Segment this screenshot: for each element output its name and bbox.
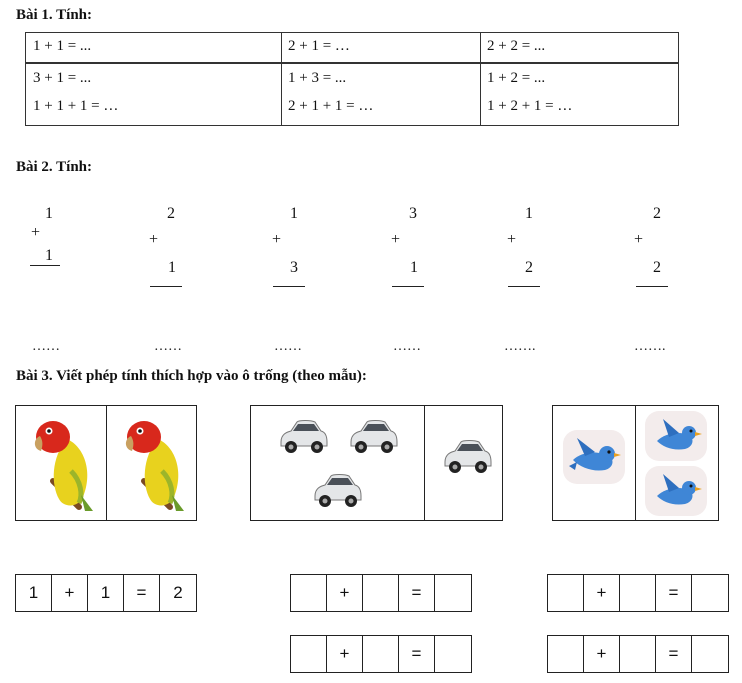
frame-divider — [424, 406, 425, 520]
eq-input-box[interactable] — [620, 575, 656, 611]
eq-input-box[interactable] — [548, 575, 584, 611]
car-icon — [277, 416, 329, 456]
bai1-cell: 2 + 2 = ... — [487, 38, 546, 54]
picture-frame-birds — [552, 405, 719, 521]
blue-bird-icon — [645, 411, 707, 461]
example-equation — [15, 574, 197, 612]
answer-blank: …… — [393, 339, 421, 354]
eq-input-box[interactable] — [291, 575, 327, 611]
answer-blank: …… — [154, 339, 182, 354]
addend-bottom: 1 — [410, 259, 418, 276]
bai1-cell: 2 + 1 + 1 = … — [288, 98, 374, 114]
eq-operator-box: + — [327, 575, 363, 611]
plus-sign: + — [149, 231, 159, 248]
frame-divider — [106, 406, 107, 520]
picture-frame-parrots — [15, 405, 197, 521]
bai1-table — [25, 32, 679, 126]
bai1-cell: 1 + 3 = ... — [288, 70, 347, 86]
addend-bottom: 3 — [290, 259, 298, 276]
addend-top: 1 — [290, 205, 298, 222]
bai1-table-row-1 — [26, 33, 678, 64]
eq-equals-box: = — [656, 636, 692, 672]
blank-equation[interactable] — [547, 574, 729, 612]
plus-sign: + — [634, 231, 644, 248]
bai1-cell: 1 + 1 = ... — [33, 38, 92, 54]
eq-number-box: 1 — [88, 575, 124, 611]
plus-sign: + — [507, 231, 517, 248]
bai1-heading: Bài 1. Tính: — [16, 7, 93, 23]
parrot-icon — [23, 411, 103, 515]
eq-input-box[interactable] — [620, 636, 656, 672]
blank-equation[interactable] — [290, 574, 472, 612]
eq-equals-box: = — [124, 575, 160, 611]
bai2-heading: Bài 2. Tính: — [16, 159, 93, 175]
addend-bottom: 1 — [45, 247, 53, 264]
blank-equation[interactable] — [547, 635, 729, 673]
answer-blank: …… — [32, 339, 60, 354]
answer-blank: ……. — [634, 339, 666, 354]
eq-result-box: 2 — [173, 583, 183, 602]
eq-operator-box: + — [52, 575, 88, 611]
eq-input-box[interactable] — [363, 636, 399, 672]
table-divider — [281, 33, 282, 125]
plus-sign: + — [31, 224, 41, 241]
frame-divider — [635, 406, 636, 520]
picture-frame-cars — [250, 405, 503, 521]
blank-equation[interactable] — [290, 635, 472, 673]
eq-equals-box: = — [399, 636, 435, 672]
bai3-heading: Bài 3. Viết phép tính thích hợp vào ô trống (theo mẫu): — [16, 368, 367, 384]
car-icon — [347, 416, 399, 456]
answer-blank: …… — [274, 339, 302, 354]
car-icon — [311, 470, 363, 510]
eq-input-box[interactable] — [548, 636, 584, 672]
sum-line — [636, 286, 668, 287]
parrot-icon — [114, 411, 194, 515]
eq-input-box[interactable] — [363, 575, 399, 611]
eq-operator-box: + — [327, 636, 363, 672]
addend-top: 2 — [167, 205, 175, 222]
sum-line — [392, 286, 424, 287]
bai1-cell: 3 + 1 = ... — [33, 70, 92, 86]
eq-input-box[interactable] — [435, 575, 471, 611]
car-icon — [441, 436, 493, 476]
addend-top: 1 — [45, 205, 53, 222]
addend-top: 1 — [525, 205, 533, 222]
addend-bottom: 2 — [653, 259, 661, 276]
eq-operator-box: + — [584, 636, 620, 672]
plus-sign: + — [272, 231, 282, 248]
eq-operator-box: + — [584, 575, 620, 611]
sum-line — [150, 286, 182, 287]
sum-line — [30, 265, 60, 266]
bai1-cell: 1 + 1 + 1 = … — [33, 98, 119, 114]
eq-input-box[interactable] — [692, 575, 728, 611]
sum-line — [508, 286, 540, 287]
eq-equals-box: = — [399, 575, 435, 611]
eq-number-box: 1 — [16, 575, 52, 611]
eq-input-box[interactable] — [692, 636, 728, 672]
eq-input-box[interactable] — [291, 636, 327, 672]
addend-bottom: 1 — [168, 259, 176, 276]
blue-bird-icon — [563, 430, 625, 484]
sum-line — [273, 286, 305, 287]
bai1-cell: 1 + 2 + 1 = … — [487, 98, 573, 114]
plus-sign: + — [391, 231, 401, 248]
blue-bird-icon — [645, 466, 707, 516]
eq-input-box[interactable] — [435, 636, 471, 672]
table-divider — [480, 33, 481, 125]
bai1-cell: 1 + 2 = ... — [487, 70, 546, 86]
eq-equals-box: = — [656, 575, 692, 611]
addend-bottom: 2 — [525, 259, 533, 276]
addend-top: 2 — [653, 205, 661, 222]
answer-blank: ……. — [504, 339, 536, 354]
bai1-cell: 2 + 1 = … — [288, 38, 350, 54]
addend-top: 3 — [409, 205, 417, 222]
